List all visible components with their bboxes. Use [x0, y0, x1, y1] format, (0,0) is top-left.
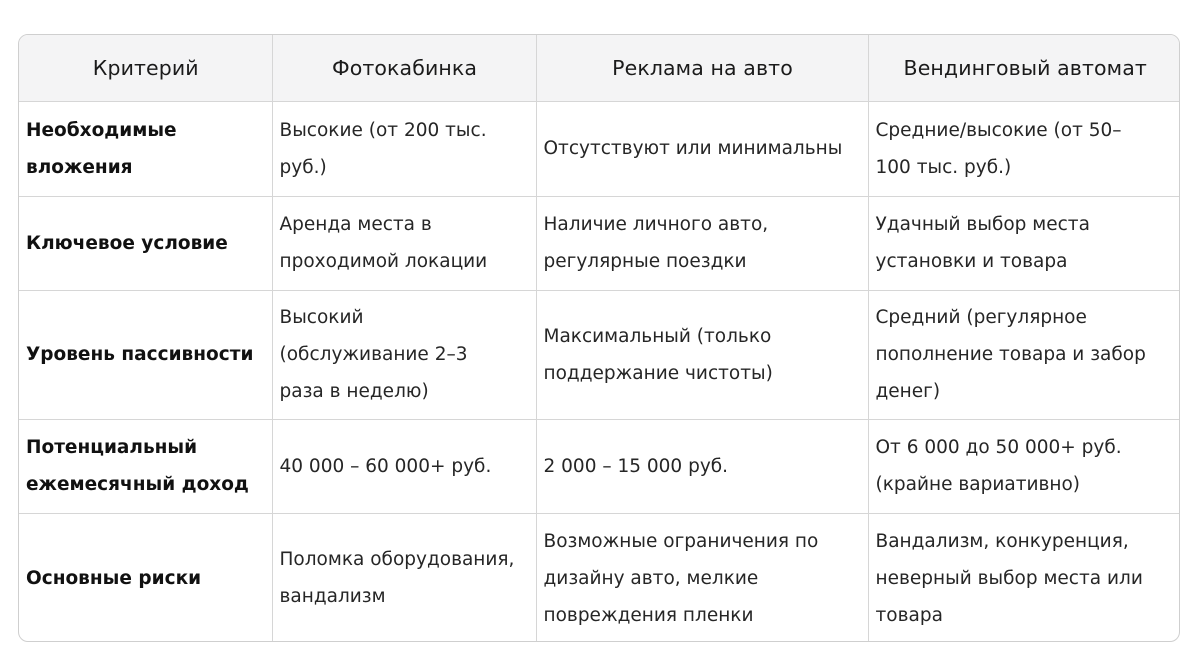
- vending-cell: Удачный выбор места установки и товара: [868, 196, 1180, 290]
- criterion-cell: Потенциальный ежемесячный доход: [19, 419, 272, 513]
- header-row: [19, 35, 1180, 101]
- table-body: [19, 101, 1180, 642]
- header-car-ads: Реклама на авто: [536, 35, 868, 101]
- car-ads-cell: Возможные ограничения по дизайну авто, мелкие повреждения пленки: [536, 513, 868, 642]
- criterion-cell: Необходимые вложения: [19, 101, 272, 196]
- table-row-risks: [19, 513, 1180, 642]
- table-row-key-condition: [19, 196, 1180, 290]
- car-ads-cell: Наличие личного авто, регулярные поездки: [536, 196, 868, 290]
- header-vending-machine: Вендинговый автомат: [868, 35, 1180, 101]
- criterion-cell: Ключевое условие: [19, 196, 272, 290]
- vending-cell: Средние/высокие (от 50– 100 тыс. руб.): [868, 101, 1180, 196]
- table-row-passivity: [19, 290, 1180, 419]
- comparison-table-frame: [18, 34, 1180, 642]
- photobooth-cell: Аренда места в проходимой локации: [272, 196, 536, 290]
- photobooth-cell: Высокие (от 200 тыс. руб.): [272, 101, 536, 196]
- vending-cell: От 6 000 до 50 000+ руб. (крайне вариативно): [868, 419, 1180, 513]
- photobooth-cell: Поломка оборудования, вандализм: [272, 513, 536, 642]
- criterion-cell: Уровень пассивности: [19, 290, 272, 419]
- vending-cell: Вандализм, конкуренция, неверный выбор места или товара: [875, 530, 1143, 626]
- photobooth-cell: Высокий (обслуживание 2–3 раза в неделю): [272, 290, 536, 419]
- table-row-income: [19, 419, 1180, 513]
- criterion-cell: Основные риски: [19, 513, 272, 642]
- header-criterion: Критерий: [19, 35, 272, 101]
- comparison-table: [19, 35, 1180, 642]
- header-photobooth: Фотокабинка: [272, 35, 536, 101]
- car-ads-cell: Максимальный (только поддержание чистоты): [536, 290, 868, 419]
- car-ads-cell: 2 000 – 15 000 руб.: [536, 419, 868, 513]
- car-ads-cell: Отсутствуют или минимальны: [536, 101, 868, 196]
- photobooth-cell: 40 000 – 60 000+ руб.: [272, 419, 536, 513]
- table-row-investment: [19, 101, 1180, 196]
- table-header: [19, 35, 1180, 101]
- vending-cell: Средний (регулярное пополнение товара и забор денег): [868, 290, 1180, 419]
